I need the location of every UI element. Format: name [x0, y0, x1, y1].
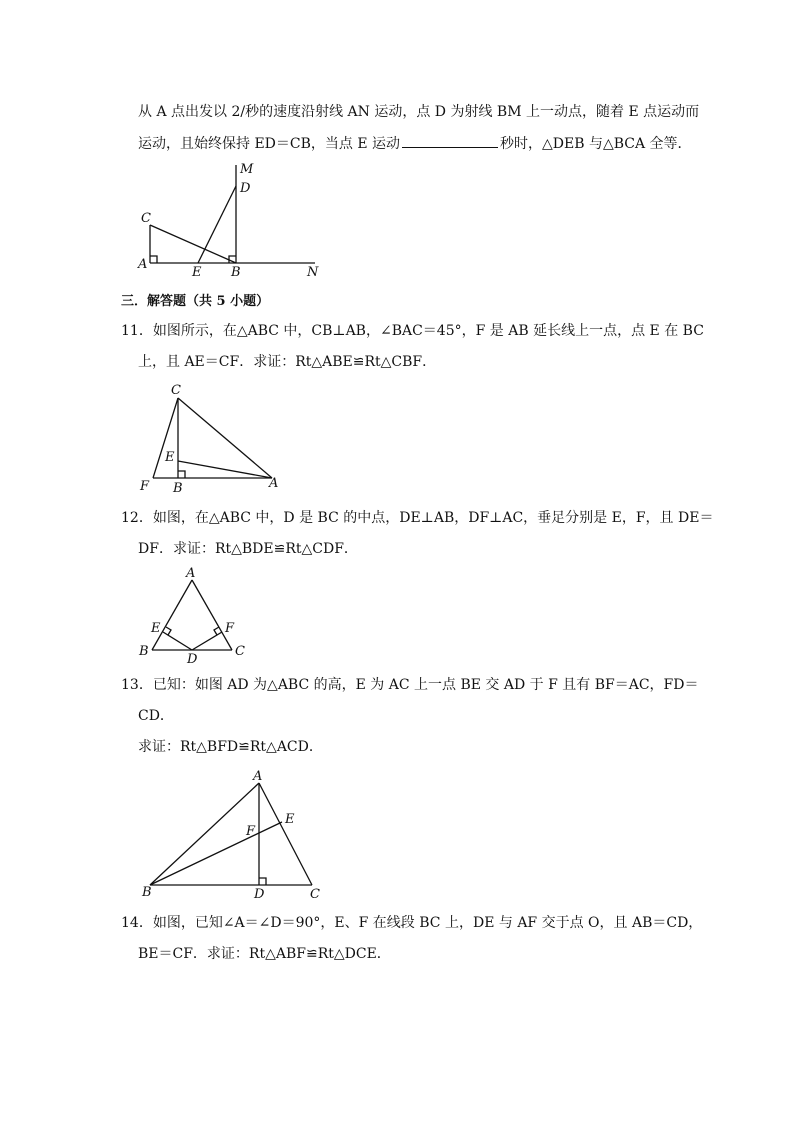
problem-10-line-2 [138, 133, 692, 154]
right-angle-mark-a [150, 256, 157, 263]
problem-10-line-2-post: 秒时，△DEB 与△BCA 全等． [500, 136, 692, 152]
segment-de [163, 632, 192, 650]
right-angle-mark-d [259, 878, 266, 885]
segment-cb [150, 225, 236, 263]
label-c: C [310, 887, 320, 902]
label-e: E [285, 812, 295, 827]
label-c: C [171, 383, 181, 398]
label-d: D [240, 181, 251, 196]
segment-ed [198, 186, 236, 263]
problem-12-line-1: 12．如图，在△ABC 中，D 是 BC 的中点，DE⊥AB，DF⊥AC，垂足分别是 E，F，且 DE＝ [121, 510, 714, 526]
problem-11-line-1: 11．如图所示，在△ABC 中，CB⊥AB，∠BAC＝45°，F 是 AB 延长线上一点，点 E 在 BC [121, 323, 704, 339]
label-c: C [141, 211, 151, 226]
segment-cf [153, 398, 178, 478]
problem-13-figure [138, 765, 328, 905]
segment-ac [192, 580, 232, 650]
problem-13-line-2: CD． [138, 708, 174, 724]
label-d: D [187, 652, 198, 667]
problem-11-line-2: 上，且 AE＝CF．求证：Rt△ABE≌Rt△CBF． [138, 354, 437, 370]
label-b: B [173, 481, 183, 496]
segment-ab [152, 580, 192, 650]
label-f: F [140, 479, 150, 494]
segment-ab [150, 783, 259, 885]
problem-10-figure [130, 158, 330, 283]
label-f: F [225, 621, 235, 636]
label-e: E [192, 265, 202, 280]
label-b: B [142, 885, 152, 900]
label-c: C [235, 644, 245, 659]
problem-14-line-1: 14．如图，已知∠A＝∠D＝90°，E、F 在线段 BC 上，DE 与 AF 交于点 O，且 AB＝CD， [121, 915, 703, 931]
label-e: E [165, 450, 175, 465]
label-f: F [246, 824, 256, 839]
label-e: E [151, 621, 161, 636]
problem-11-figure [135, 380, 285, 495]
label-b: B [139, 644, 149, 659]
problem-10-line-1: 从 A 点出发以 2/秒的速度沿射线 AN 运动，点 D 为射线 BM 上一动点，随着 E 点运动而 [138, 104, 700, 120]
label-b: B [231, 265, 241, 280]
segment-ac [259, 783, 312, 885]
segment-ca [178, 398, 272, 478]
section-heading: 三．解答题（共 5 小题） [121, 294, 270, 309]
problem-10-line-2-pre: 运动，且始终保持 ED＝CB，当点 E 运动 [138, 136, 401, 152]
label-n: N [307, 265, 319, 280]
label-a: A [138, 257, 148, 272]
problem-14-line-2: BE＝CF．求证：Rt△ABF≌Rt△DCE． [138, 946, 391, 962]
problem-13-line-1: 13．已知：如图 AD 为△ABC 的高，E 为 AC 上一点 BE 交 AD 于 F 且有 BF＝AC，FD＝ [121, 677, 699, 693]
segment-ea [178, 461, 272, 478]
label-m: M [240, 162, 254, 177]
segment-df [192, 632, 222, 650]
label-d: D [254, 887, 265, 902]
label-a: A [269, 476, 279, 491]
right-angle-mark-b [178, 471, 185, 478]
segment-be [150, 822, 282, 885]
label-a: A [186, 566, 196, 581]
answer-blank[interactable] [402, 133, 498, 148]
problem-13-line-3: 求证：Rt△BFD≌Rt△ACD． [138, 739, 323, 755]
label-a: A [253, 769, 263, 784]
problem-12-line-2: DF．求证：Rt△BDE≌Rt△CDF． [138, 541, 358, 557]
problem-12-figure [135, 563, 250, 668]
